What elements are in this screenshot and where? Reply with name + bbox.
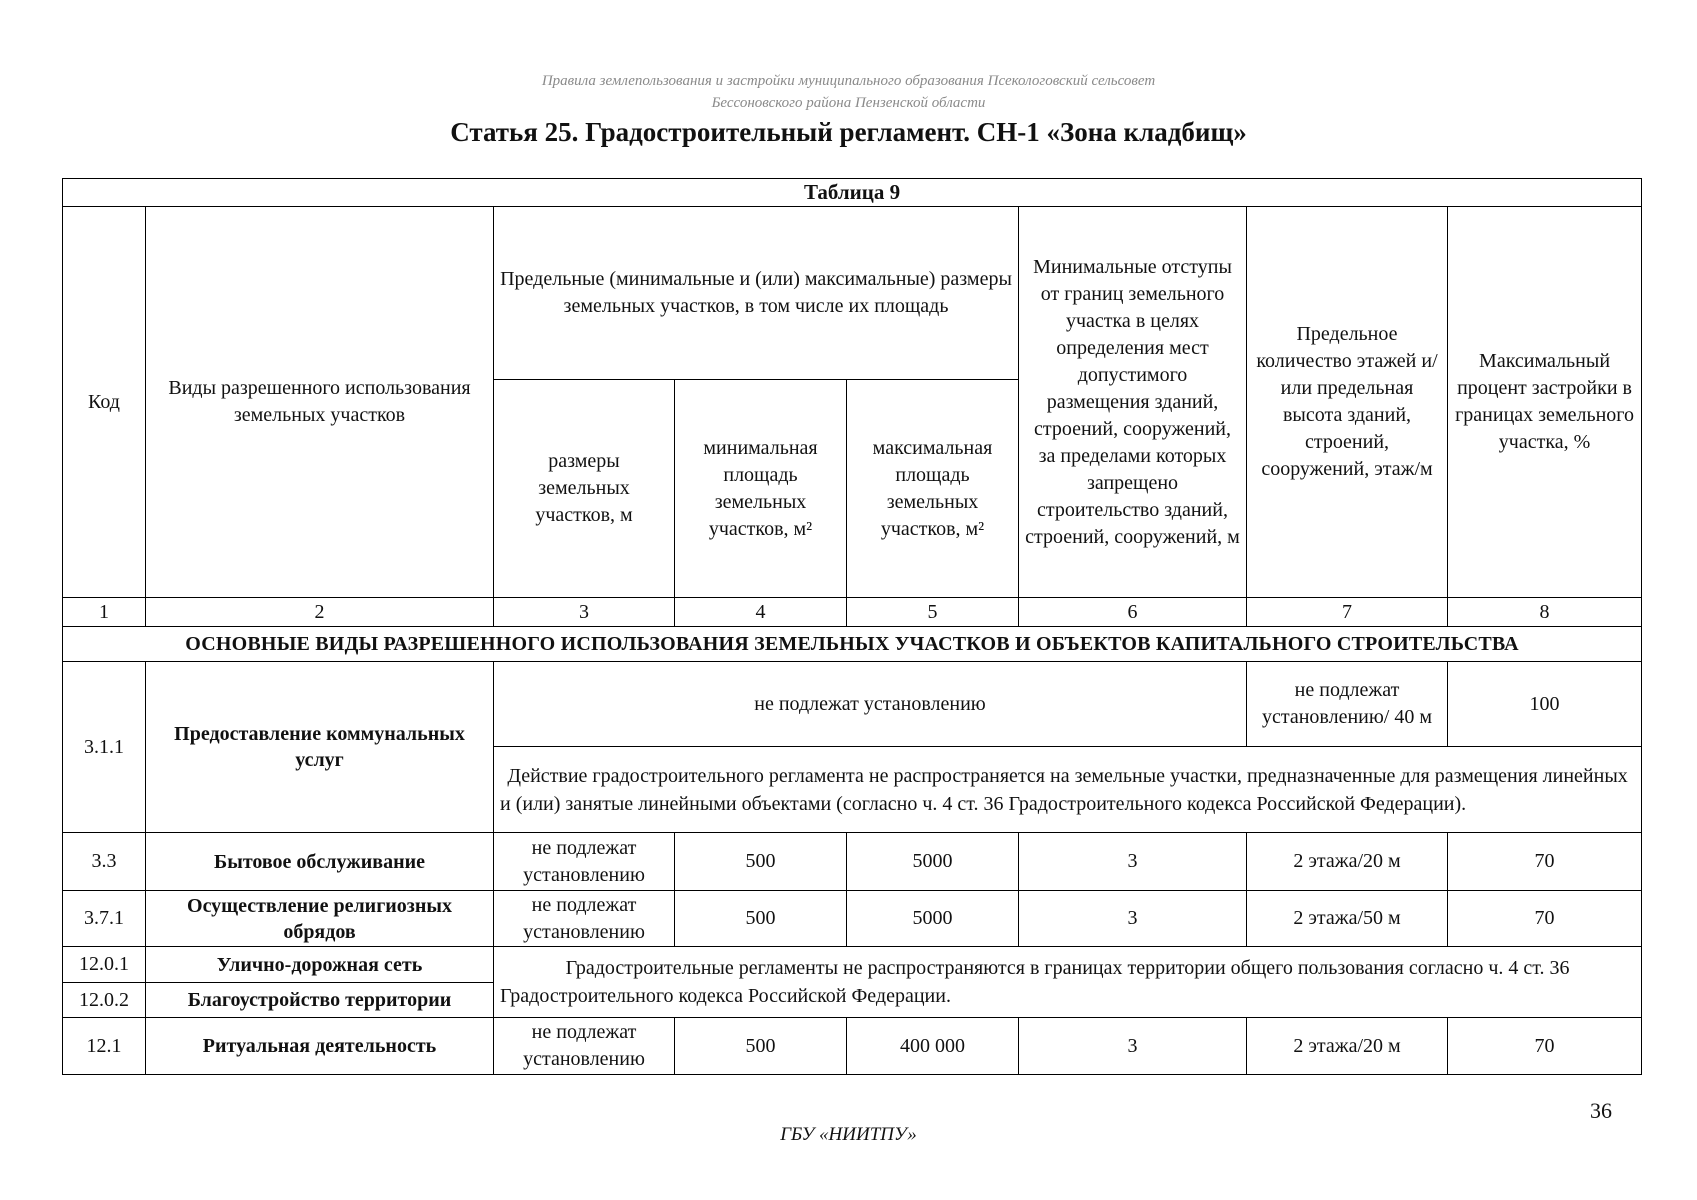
row-limits: не подлежат установлению xyxy=(494,662,1247,747)
row-coverage: 100 xyxy=(1448,662,1642,747)
row-code: 12.0.2 xyxy=(63,983,146,1018)
row-floors: 2 этажа/50 м xyxy=(1247,891,1448,947)
table-row xyxy=(63,891,1642,947)
page-title: Статья 25. Градостроительный регламент. СН-1 «Зона кладбищ» xyxy=(450,117,1247,147)
row-floors: 2 этажа/20 м xyxy=(1247,1018,1448,1075)
column-number: 6 xyxy=(1019,598,1247,627)
column-number: 4 xyxy=(675,598,847,627)
row-code: 3.7.1 xyxy=(63,891,146,947)
running-header xyxy=(0,70,1697,114)
row-min-area: 500 xyxy=(675,1018,847,1075)
row-code: 3.3 xyxy=(63,833,146,891)
row-use-name: Благоустройство территории xyxy=(146,983,494,1018)
row-max-area: 5000 xyxy=(847,891,1019,947)
regulation-table xyxy=(62,178,1642,1075)
table-row xyxy=(63,662,1642,747)
row-setback: 3 xyxy=(1019,1018,1247,1075)
header-code: Код xyxy=(63,207,146,598)
row-note: Градостроительные регламенты не распространяются в границах территории общего пользования согласно ч. 4 ст. 36 Градостроительного кодекса Российской Федерации. xyxy=(494,947,1642,1018)
column-number: 3 xyxy=(494,598,675,627)
header-min-area: минимальная площадь земельных участков, м² xyxy=(675,380,847,598)
row-use-name: Предоставление коммунальных услуг xyxy=(146,662,494,833)
row-coverage: 70 xyxy=(1448,833,1642,891)
row-min-area: 500 xyxy=(675,891,847,947)
table-caption: Таблица 9 xyxy=(63,179,1642,207)
row-use-name: Осуществление религиозных обрядов xyxy=(146,891,494,947)
row-use-name: Бытовое обслуживание xyxy=(146,833,494,891)
column-number: 2 xyxy=(146,598,494,627)
column-number: 7 xyxy=(1247,598,1448,627)
row-coverage: 70 xyxy=(1448,1018,1642,1075)
row-setback: 3 xyxy=(1019,833,1247,891)
page-footer: ГБУ «НИИТПУ» xyxy=(780,1124,917,1145)
row-plot-size: не подлежат установлению xyxy=(494,891,675,947)
header-plot-size: размеры земельных участков, м xyxy=(494,380,675,598)
column-number: 1 xyxy=(63,598,146,627)
header-coverage: Максимальный процент застройки в границах земельного участка, % xyxy=(1448,207,1642,598)
table-row xyxy=(63,1018,1642,1075)
row-max-area: 5000 xyxy=(847,833,1019,891)
row-use-name: Улично-дорожная сеть xyxy=(146,947,494,983)
row-min-area: 500 xyxy=(675,833,847,891)
row-note: Действие градостроительного регламента не распространяется на земельные участки, предназначенные для размещения линейных и (или) занятые линейными объектами (согласно ч. 4 ст. 36 Градостроительного кодекса Российской Федерации). xyxy=(494,747,1642,833)
header-floors: Предельное количество этажей и/или предельная высота зданий, строений, сооружений, этаж/м xyxy=(1247,207,1448,598)
row-code: 12.0.1 xyxy=(63,947,146,983)
row-floors: 2 этажа/20 м xyxy=(1247,833,1448,891)
row-code: 12.1 xyxy=(63,1018,146,1075)
header-setbacks: Минимальные отступы от границ земельного участка в целях определения мест допустимого размещения зданий, строений, сооружений, за пределами которых запрещено строительство зданий, строений, сооружений, м xyxy=(1019,207,1247,598)
running-header-line-1: Правила землепользования и застройки муниципального образования Псекологовский сельсовет xyxy=(541,73,1156,89)
page-number: 36 xyxy=(1590,1098,1612,1123)
column-number: 5 xyxy=(847,598,1019,627)
row-plot-size: не подлежат установлению xyxy=(494,1018,675,1075)
row-code: 3.1.1 xyxy=(63,662,146,833)
row-coverage: 70 xyxy=(1448,891,1642,947)
section-title: ОСНОВНЫЕ ВИДЫ РАЗРЕШЕННОГО ИСПОЛЬЗОВАНИЯ ЗЕМЕЛЬНЫХ УЧАСТКОВ И ОБЪЕКТОВ КАПИТАЛЬНОГО СТРОИТЕЛЬСТВА xyxy=(63,627,1642,662)
column-number: 8 xyxy=(1448,598,1642,627)
table-row xyxy=(63,833,1642,891)
table-row xyxy=(63,947,1642,983)
running-header-line-2: Бессоновского района Пензенской области xyxy=(711,95,986,111)
header-use-types: Виды разрешенного использования земельных участков xyxy=(146,207,494,598)
header-limits-group: Предельные (минимальные и (или) максимальные) размеры земельных участков, в том числе их площадь xyxy=(494,207,1019,380)
row-setback: 3 xyxy=(1019,891,1247,947)
header-max-area: максимальная площадь земельных участков, м² xyxy=(847,380,1019,598)
row-use-name: Ритуальная деятельность xyxy=(146,1018,494,1075)
row-plot-size: не подлежат установлению xyxy=(494,833,675,891)
row-max-area: 400 000 xyxy=(847,1018,1019,1075)
row-floors: не подлежат установлению/ 40 м xyxy=(1247,662,1448,747)
